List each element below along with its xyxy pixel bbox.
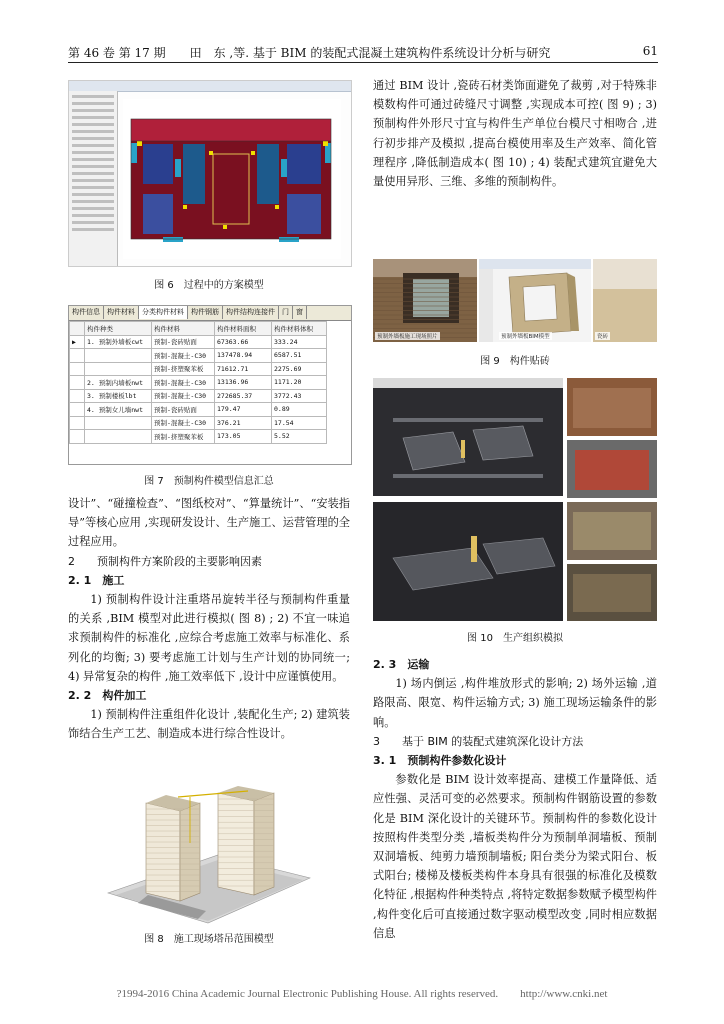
header-volume: 构件材料体积: [272, 322, 327, 336]
figure-7-component-table: [68, 305, 352, 465]
section-heading-3: 3 基于 BIM 的装配式建筑深化设计方法: [373, 734, 584, 748]
tab-strip: [69, 306, 351, 321]
tab-classified-material[interactable]: 分类构件材料: [139, 306, 188, 319]
tab-structural-connector[interactable]: 构件结构连接件: [223, 306, 279, 319]
figure-6-plan-model: [68, 80, 352, 267]
copyright-footer: ?1994-2016 China Academic Journal Electronic Publishing House. All rights reserved. http://www.cnki.net: [116, 988, 608, 1000]
figure-7-caption: 图 7 预制构件模型信息汇总: [144, 476, 274, 487]
site-photo: [373, 259, 477, 342]
page-number: 61: [642, 44, 658, 58]
left-column-text: [68, 494, 350, 744]
section-heading-2: 2 预制构件方案阶段的主要影响因素: [68, 554, 262, 568]
table-row[interactable]: 3. 预制楼板lbt 预制-混凝土-C30 272685.37 3772.43: [70, 389, 327, 403]
figure-8-caption: 图 8 施工现场塔吊范围模型: [144, 934, 274, 945]
table-row[interactable]: 2. 预制内墙板nwt 预制-混凝土-C30 13136.96 1171.20: [70, 376, 327, 390]
paragraph: 设计”、“碰撞检查”、“图纸校对”、“算量统计”、“安装指导”等核心应用 ,实现研发设计、生产施工、运营管理的全过程应用。: [68, 497, 350, 549]
subsection-heading-3-1: 3. 1 预制构件参数化设计: [373, 754, 507, 768]
paragraph: 1) 场内倒运 ,构件堆放形式的影响; 2) 场外运输 ,道路限高、限宽、构件运输方式; 3) 施工现场运输条件的影响。: [373, 677, 657, 729]
tower-left: [146, 795, 200, 901]
tower-right: [218, 786, 274, 895]
subsection-heading-2-3: 2. 3 运输: [373, 658, 430, 671]
subsection-heading-2-1: 2. 1 施工: [68, 573, 125, 587]
tile-panel: [593, 259, 657, 342]
header-area: 构件材料面积: [215, 322, 272, 336]
header-type: 构件种类: [85, 322, 152, 336]
figure-9-tiled-components: [373, 259, 657, 342]
properties-panel: [69, 91, 118, 266]
table-row[interactable]: 预制-挤塑聚苯板 71612.71 2275.69: [70, 362, 327, 376]
paragraph: 1) 预制构件设计注重塔吊旋转半径与预制构件重量的关系 ,BIM 模型对此进行模拟( 图 8) ; 2) 不宜一味追求预制构件的标准化 ,应综合考虑施工效率与标准化、系列化的均衡; 3) 要考虑施工计划与生产计划的协同统一; 4) 异常复杂的构件 ,施工效率低下 ,设计中应谨慎使用。: [68, 593, 350, 683]
table-row[interactable]: 预制-混凝土-C30 376.21 17.54: [70, 416, 327, 430]
tab-component-rebar[interactable]: 构件钢筋: [188, 306, 223, 319]
header-citation: 第 46 卷 第 17 期 田 东 ,等. 基于 BIM 的装配式混凝土建筑构件系统设计分析与研究: [68, 46, 551, 60]
tab-window[interactable]: 窗: [293, 306, 307, 319]
table-row[interactable]: 预制-混凝土-C30 137478.94 6587.51: [70, 349, 327, 363]
table-row[interactable]: 4. 预制女儿墙nwt 预制-瓷砖贴面 179.47 0.89: [70, 403, 327, 417]
label-site-photo: 预制外墙板施工现场照片: [377, 334, 438, 340]
figure-10-production-simulation: [373, 378, 657, 621]
figure-6-caption: 图 6 过程中的方案模型: [154, 280, 264, 291]
tab-component-info[interactable]: 构件信息: [69, 306, 104, 319]
table-row[interactable]: 预制-挤塑聚苯板 173.05 5.52: [70, 430, 327, 444]
table-row[interactable]: ▶ 1. 预制外墙板cwt 预制-瓷砖贴面 67363.66 333.24: [70, 335, 327, 349]
bim-model-render: [479, 259, 591, 342]
paragraph: 参数化是 BIM 设计效率提高、建模工作量降低、适应性强、灵活可变的必然要求。预制构件钢筋设置的参数化是 BIM 深化设计的关键环节。预制构件的参数化设计按照构件类型分类 ,墙板类构件分为预制单洞墙板、预制双洞墙板、纯剪力墙预制墙板; 阳台类分为梁式阳台、板式阳台; 楼梯及楼板类构件本身具有很强的标准化及模数化特征 ,根据构件种类特点 ,将特定数据参数赋予模型构件 ,构件变化后可直接通过数字驱动模型改变 ,同时相应数据信息: [373, 773, 657, 940]
label-tile: 瓷砖: [597, 334, 609, 340]
tab-door[interactable]: 门: [279, 306, 293, 319]
paragraph: 1) 预制构件注重组件化设计 ,装配化生产; 2) 建筑装饰结合生产工艺、制造成本进行综合性设计。: [68, 708, 350, 741]
right-column-text-bottom: [373, 655, 657, 943]
figure-8-crane-model: [98, 783, 318, 926]
tab-component-material[interactable]: 构件材料: [104, 306, 139, 319]
material-summary-table: [69, 321, 327, 444]
floor-plan-drawing: [123, 99, 341, 259]
header-material: 构件材料: [152, 322, 215, 336]
figure-10-caption: 图 10 生产组织模拟: [467, 633, 563, 644]
label-bim-model: 预制外墙板BIM模型: [501, 334, 550, 340]
paragraph: 通过 BIM 设计 ,瓷砖石材类饰面避免了裁剪 ,对于特殊非模数构件可通过砖缝尺寸调整 ,实现成本可控( 图 9) ; 3) 预制构件外形尺寸宜与构件生产单位台模尺寸相吻合 ,进行初步排产及模拟 ,提高台模使用率及生产效率、简化管理程序 ,降低制造成本( 图 10) ; 4) 装配式建筑宜避免大量使用异形、三维、多维的预制构件。: [373, 79, 657, 189]
table-header-row: [70, 322, 327, 336]
figure-9-caption: 图 9 构件贴砖: [480, 356, 550, 367]
subsection-heading-2-2: 2. 2 构件加工: [68, 689, 147, 703]
right-column-text-top: [373, 76, 657, 191]
running-header: [68, 44, 658, 63]
